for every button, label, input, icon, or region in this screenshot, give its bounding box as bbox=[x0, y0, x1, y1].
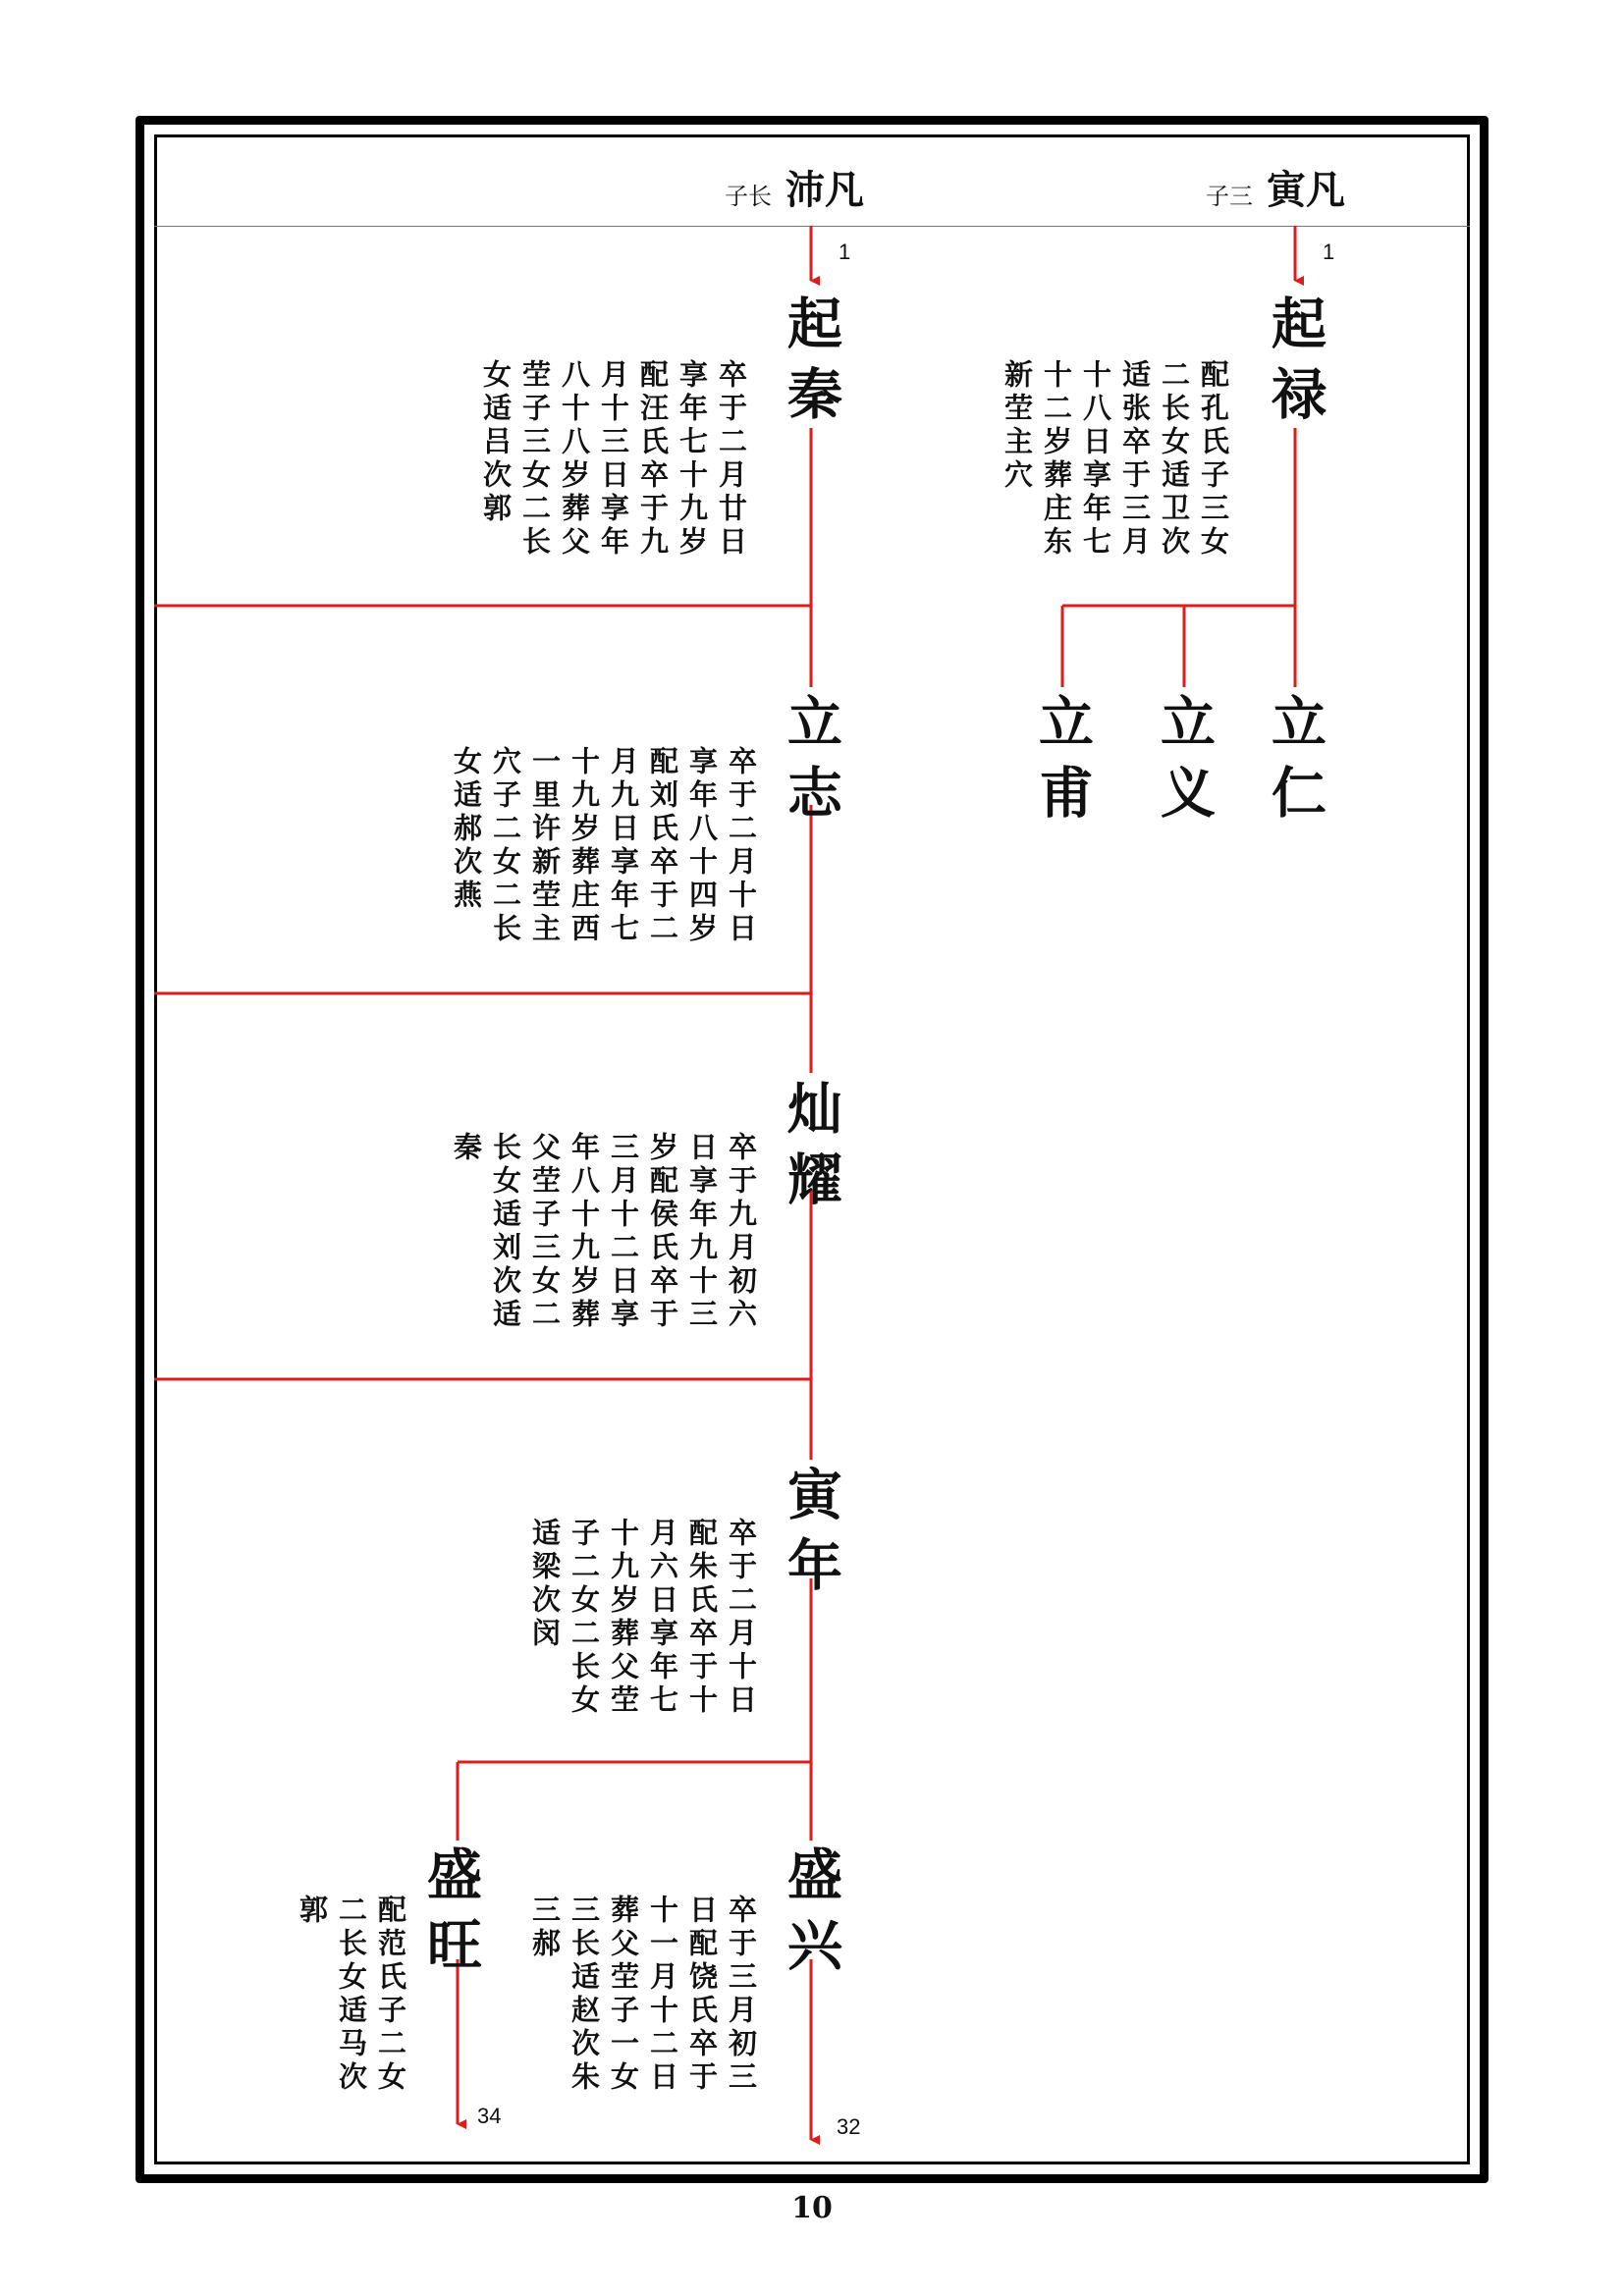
header-left-name: 沛凡 bbox=[785, 167, 864, 213]
person-note-qiqin: 卒于二月廿日享年七十九岁配汪氏卒于九月十三日享年八十八岁葬父茔子三女二长女适吕次郭 bbox=[479, 359, 748, 560]
ref-top-left: 1 bbox=[839, 240, 851, 264]
person-note-qilu: 配孔氏子三女二长女适卫次适张卒于三月十八日享年七十二岁葬庄东新茔主穴 bbox=[1001, 359, 1230, 560]
person-note-lizhi: 卒于二月十日享年八十四岁配刘氏卒于二月九日享年七十九岁葬庄西一里许新茔主穴子二女二长女适郝次燕 bbox=[450, 746, 758, 946]
person-note-shengwang: 配范氏子二女二长女适马次郭 bbox=[296, 1895, 407, 2095]
header-left-rank: 子长 bbox=[725, 183, 772, 210]
person-name-yinnian: 寅年 bbox=[779, 1466, 843, 1607]
person-name-shengxing: 盛兴 bbox=[779, 1845, 843, 1987]
person-name-qilu: 起禄 bbox=[1263, 294, 1327, 436]
page-number: 10 bbox=[791, 2191, 833, 2225]
ref-bottom-shengwang: 34 bbox=[477, 2104, 502, 2128]
header-right-name: 寅凡 bbox=[1267, 167, 1345, 213]
person-note-yinnian: 卒于二月十日配朱氏卒于十月六日享年七十九岁葬父茔子二女二长女适梁次闵 bbox=[528, 1518, 758, 1718]
person-name-liren: 立仁 bbox=[1263, 693, 1327, 834]
person-name-lizhi: 立志 bbox=[779, 693, 843, 834]
person-note-canyao: 卒于九月初六日享年九十三岁配侯氏卒于三月十二日享年八十九岁葬父茔子三女二长女适刘次适秦 bbox=[450, 1132, 758, 1332]
header-son-third bbox=[1206, 159, 1345, 215]
person-name-liyi: 立义 bbox=[1152, 693, 1217, 834]
person-name-qiqin: 起秦 bbox=[779, 294, 843, 436]
header-right-rank: 子三 bbox=[1206, 183, 1253, 210]
person-name-canyao: 灿耀 bbox=[779, 1080, 843, 1221]
person-name-lifu: 立甫 bbox=[1030, 693, 1095, 834]
header-son-eldest bbox=[725, 159, 864, 215]
person-name-shengwang: 盛旺 bbox=[418, 1845, 483, 1987]
person-note-shengxing: 卒于三月初三日配饶氏卒于十一月十二日葬父茔子一女三长适赵次朱三郝 bbox=[528, 1895, 758, 2095]
ref-bottom-shengxing: 32 bbox=[837, 2114, 861, 2139]
ref-top-right: 1 bbox=[1323, 240, 1335, 264]
